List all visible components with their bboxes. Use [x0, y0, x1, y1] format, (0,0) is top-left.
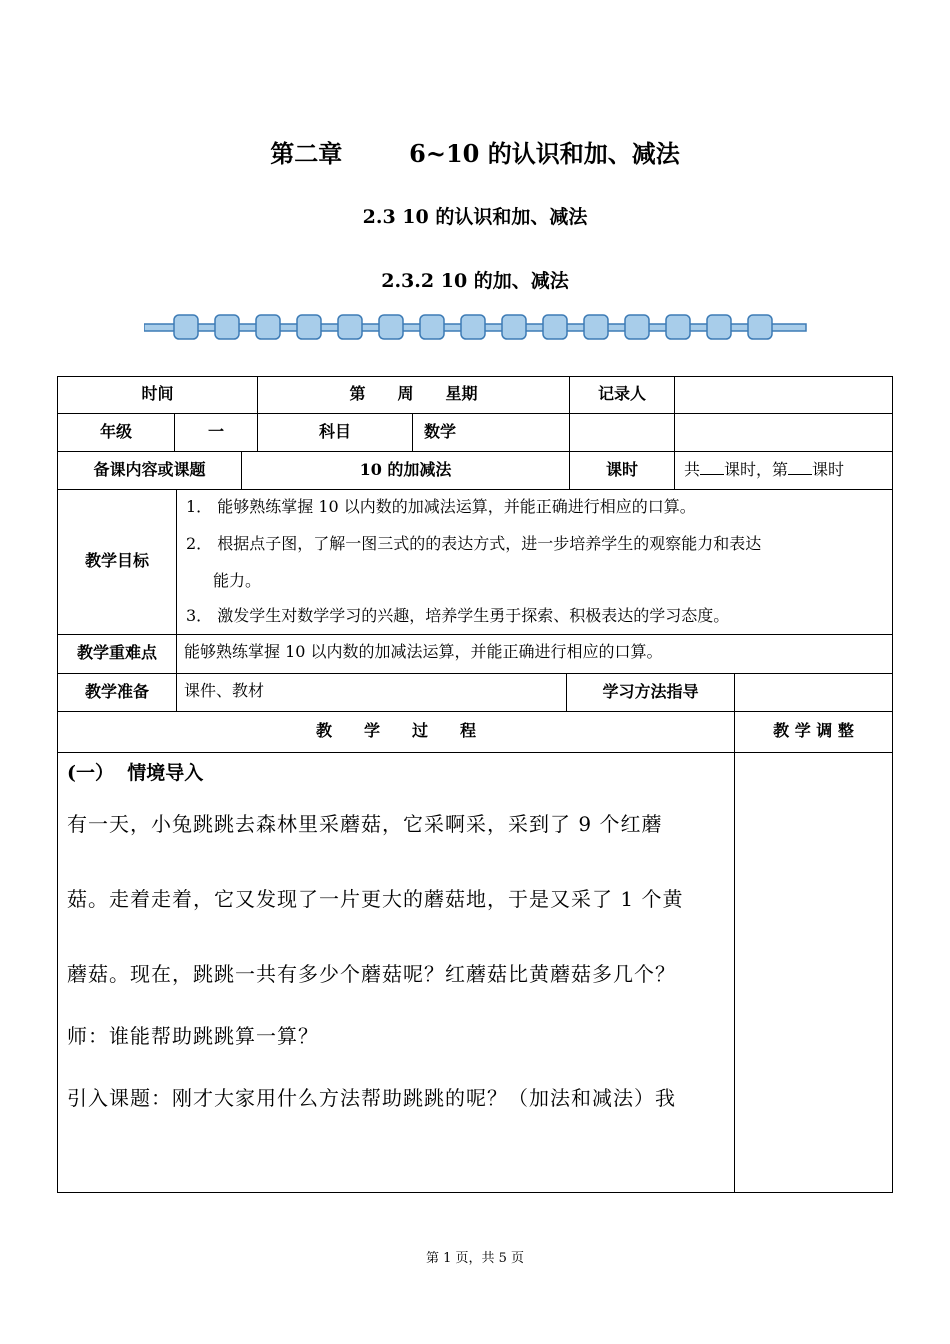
objective-item: 能力。 [213, 571, 262, 590]
lesson-suffix: 课时 [812, 460, 845, 479]
process-paragraph: 菇。走着走着，它又发现了一片更大的蘑菇地，于是又采了 1 个黄 [67, 887, 684, 911]
lesson-label: 课时 [605, 460, 638, 479]
objective-item: 3． 激发学生对数学学习的兴趣，培养学生勇于探索、积极表达的学习态度。 [186, 606, 730, 625]
lesson-count [684, 460, 890, 480]
section-title: 2.3 10 的认识和加、减法 [362, 206, 588, 228]
adjust-header: 教 学 调 整 [773, 721, 854, 740]
process-paragraph: 引入课题：刚才大家用什么方法帮助跳跳的呢？（加法和减法）我 [67, 1086, 676, 1110]
page-footer: 第 1 页，共 5 页 [425, 1251, 525, 1266]
key-points-value: 能够熟练掌握 10 以内数的加减法运算，并能正确进行相应的口算。 [184, 642, 663, 661]
process-paragraph: 有一天，小兔跳跳去森林里采蘑菇，它采啊采，采到了 9 个红蘑 [67, 812, 663, 836]
preparation-value: 课件、教材 [184, 681, 265, 700]
lesson-total-blank[interactable] [700, 460, 724, 475]
objective-item: 1． 能够熟练掌握 10 以内数的加减法运算，并能正确进行相应的口算。 [186, 497, 696, 516]
decorative-divider [144, 312, 808, 342]
recorder-label: 记录人 [597, 384, 646, 403]
chapter-title: 第二章 6~10 的认识和加、减法 [270, 139, 680, 168]
lesson-prefix: 共 [684, 460, 701, 479]
subject-label: 科目 [318, 422, 351, 441]
preparation-label: 教学准备 [84, 682, 149, 701]
week-label: 第 周 星期 [349, 384, 478, 403]
grade-label: 年级 [99, 422, 132, 441]
lesson-index-blank[interactable] [788, 460, 812, 475]
lesson-mid: 课时，第 [724, 460, 789, 479]
method-label: 学习方法指导 [602, 682, 699, 701]
process-header: 教 学 过 程 [315, 721, 476, 740]
process-paragraph: 师：谁能帮助跳跳算一算？ [67, 1024, 319, 1048]
process-paragraph: 蘑菇。现在，跳跳一共有多少个蘑菇呢？红蘑菇比黄蘑菇多几个？ [67, 962, 676, 986]
objectives-label: 教学目标 [84, 551, 149, 570]
topic-value: 10 的加减法 [359, 460, 452, 479]
key-points-label: 教学重难点 [76, 643, 157, 662]
subsection-title: 2.3.2 10 的加、减法 [381, 270, 569, 292]
subject-value: 数学 [424, 422, 457, 441]
section-heading: (一） 情境导入 [67, 762, 204, 784]
grade-value: 一 [207, 422, 224, 441]
topic-label: 备课内容或课题 [93, 460, 206, 479]
objective-item: 2． 根据点子图，了解一图三式的的表达方式，进一步培养学生的观察能力和表达 [186, 534, 762, 553]
time-label: 时间 [141, 384, 174, 403]
